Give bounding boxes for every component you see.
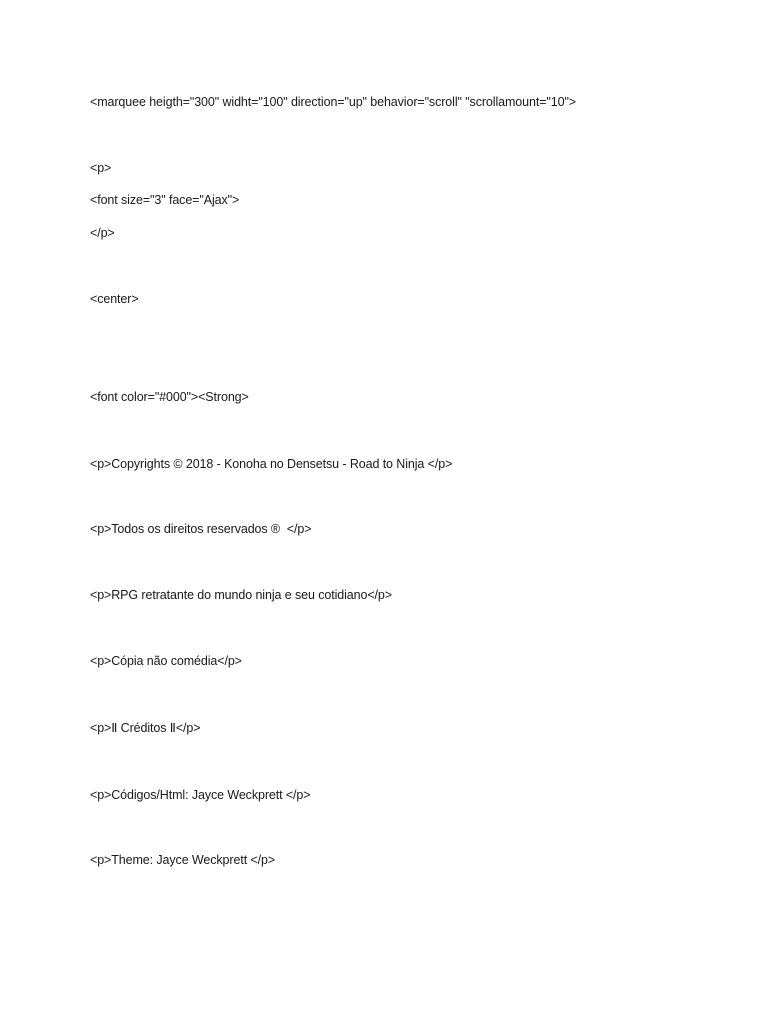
text-line-copia: <p>Cópia não comédia</p> [90,654,242,668]
text-line-creditos: <p>Ⅱ Créditos Ⅱ</p> [90,721,201,735]
text-line-font-size: <font size="3" face="Ajax"> [90,193,240,207]
text-line-theme: <p>Theme: Jayce Weckprett </p> [90,853,276,867]
text-line-rpg: <p>RPG retratante do mundo ninja e seu cotidiano</p> [90,588,392,602]
text-line-p-close: </p> [90,226,115,240]
text-line-copyrights: <p>Copyrights © 2018 - Konoha no Densetsu - Road to Ninja </p> [90,457,453,471]
text-line-marquee: <marquee heigth="300" widht="100" direction="up" behavior="scroll" "scrollamount="10"> [90,95,576,109]
text-line-p-open: <p> [90,161,112,175]
text-line-rights-reserved: <p>Todos os direitos reservados ® </p> [90,522,312,536]
text-line-codigos: <p>Códigos/Html: Jayce Weckprett </p> [90,788,311,802]
text-line-font-color: <font color="#000"><Strong> [90,390,249,404]
text-line-center: <center> [90,292,139,306]
